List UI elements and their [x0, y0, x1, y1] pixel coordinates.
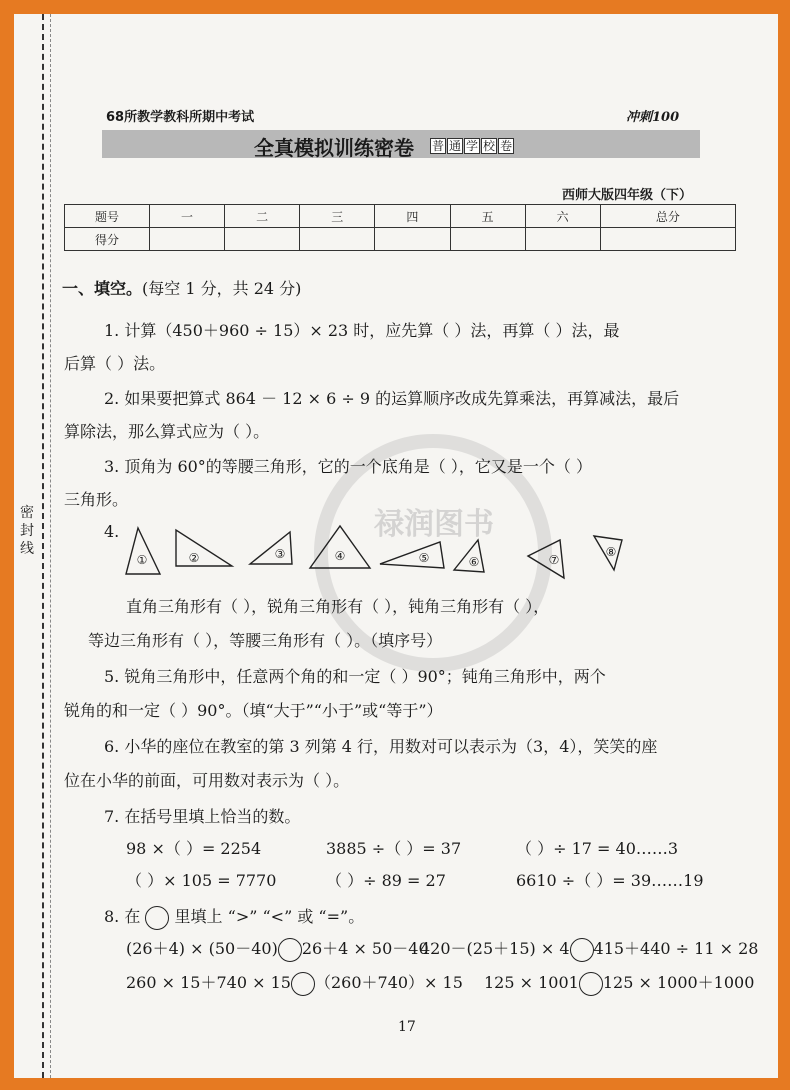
question-5-line-2: 锐角的和一定（ ）90°。（填“大于”“小于”或“等于”） — [64, 701, 443, 720]
question-4-line-1: 直角三角形有（ ），锐角三角形有（ ），钝角三角形有（ ）， — [126, 597, 550, 616]
table-cell: 题号 — [65, 205, 150, 228]
triangle-label: ⑦ — [548, 553, 560, 567]
compare-right: （260＋740）× 15 — [314, 973, 463, 992]
edition-label: 西师大版四年级（下） — [562, 188, 693, 203]
score-input[interactable] — [150, 228, 225, 251]
triangle-label: ⑤ — [418, 551, 430, 565]
score-table — [64, 204, 736, 251]
triangle-3 — [250, 532, 292, 564]
compare-left: 420－(25＋15) × 4 — [420, 939, 570, 958]
series-label: 冲刺100 — [626, 110, 680, 125]
compare-right: 26＋4 × 50－40 — [301, 939, 429, 958]
score-input[interactable] — [525, 228, 600, 251]
question-8-text: 里填上 “>” “<” 或 “=”。 — [174, 907, 365, 926]
triangle-label: ⑥ — [468, 555, 480, 569]
score-input[interactable] — [225, 228, 300, 251]
score-input[interactable] — [600, 228, 735, 251]
question-8-title — [104, 904, 364, 930]
table-cell: 一 — [150, 205, 225, 228]
question-1-line-2: 后算（ ）法。 — [64, 354, 166, 373]
compare-left: (26＋4) × (50－40) — [126, 939, 278, 958]
question-3-line-2: 三角形。 — [64, 490, 129, 509]
question-7-title: 7. 在括号里填上恰当的数。 — [104, 807, 301, 826]
page-number: 17 — [398, 1019, 416, 1035]
question-7-item: 6610 ÷（ ）= 39……19 — [516, 871, 704, 890]
seal-line — [42, 14, 44, 1078]
question-2-line-2: 算除法，那么算式应为（ ）。 — [64, 422, 270, 441]
table-cell: 总分 — [600, 205, 735, 228]
question-3-line-1: 3. 顶角为 60°的等腰三角形，它的一个底角是（ ），它又是一个（ ） — [104, 457, 592, 476]
section-heading — [62, 276, 301, 299]
triangle-label: ④ — [334, 549, 346, 563]
seal-line-label: 密封线 — [16, 504, 38, 558]
exam-source: 68所教学教科所期中考试 — [106, 110, 255, 125]
exam-page — [14, 14, 778, 1078]
triangle-2 — [176, 530, 232, 566]
section-title: 一、填空。 — [62, 279, 143, 298]
question-1-line-1: 1. 计算（450＋960 ÷ 15）× 23 时，应先算（ ）法，再算（ ）法，最 — [104, 321, 620, 340]
paper-type-char: 卷 — [500, 139, 513, 153]
question-6-line-1: 6. 小华的座位在教室的第 3 列第 4 行，用数对可以表示为（3，4），笑笑的座 — [104, 737, 658, 756]
table-row — [65, 228, 736, 251]
paper-type-char: 通 — [449, 139, 462, 153]
score-input[interactable] — [375, 228, 450, 251]
section-note: (每空 1 分，共 24 分) — [142, 279, 302, 298]
triangle-figures — [114, 520, 734, 582]
question-5-line-1: 5. 锐角三角形中，任意两个角的和一定（ ）90°；钝角三角形中，两个 — [104, 667, 606, 686]
compare-item — [484, 970, 754, 996]
compare-right: 125 × 1000＋1000 — [602, 973, 755, 992]
compare-item — [126, 936, 429, 962]
table-row — [65, 205, 736, 228]
question-2-line-1: 2. 如果要把算式 864 － 12 × 6 ÷ 9 的运算顺序改成先算乘法，再算减法，最后 — [104, 389, 680, 408]
compare-circle[interactable] — [278, 938, 302, 962]
triangle-5 — [380, 542, 444, 568]
compare-right: 415＋440 ÷ 11 × 28 — [593, 939, 759, 958]
compare-item — [126, 970, 463, 996]
table-cell: 二 — [225, 205, 300, 228]
table-cell: 四 — [375, 205, 450, 228]
triangle-1 — [126, 528, 160, 574]
question-4-line-2: 等边三角形有（ ），等腰三角形有（ ）。（填序号） — [88, 631, 443, 650]
score-input[interactable] — [300, 228, 375, 251]
table-cell: 六 — [525, 205, 600, 228]
page-title: 全真模拟训练密卷 — [254, 136, 414, 160]
question-8-text: 8. 在 — [104, 907, 141, 926]
compare-left: 260 × 15＋740 × 15 — [126, 973, 291, 992]
triangle-label: ① — [136, 553, 148, 567]
triangle-label: ⑧ — [605, 545, 617, 559]
seal-line-inner — [50, 14, 51, 1078]
question-7-item: （ ）× 105 = 7770 — [126, 871, 277, 890]
table-cell: 得分 — [65, 228, 150, 251]
compare-circle[interactable] — [291, 972, 315, 996]
table-cell: 五 — [450, 205, 525, 228]
paper-type-char: 学 — [466, 139, 479, 153]
watermark-text: 禄润图书 — [374, 507, 494, 542]
question-7-item: （ ）÷ 89 = 27 — [326, 871, 446, 890]
question-7-item: （ ）÷ 17 = 40……3 — [516, 839, 679, 858]
triangle-label: ③ — [274, 547, 286, 561]
compare-item — [420, 936, 758, 962]
compare-circle[interactable] — [570, 938, 594, 962]
question-7-item: 3885 ÷（ ）= 37 — [326, 839, 462, 858]
triangle-label: ② — [188, 551, 200, 565]
question-6-line-2: 位在小华的前面，可用数对表示为（ ）。 — [64, 771, 350, 790]
question-4-number: 4. — [104, 522, 120, 541]
question-7-item: 98 ×（ ）= 2254 — [126, 839, 262, 858]
paper-type-char: 校 — [483, 139, 496, 153]
score-input[interactable] — [450, 228, 525, 251]
paper-type — [430, 137, 515, 154]
compare-circle[interactable] — [579, 972, 603, 996]
answer-circle-icon — [145, 906, 169, 930]
paper-type-char: 普 — [432, 139, 445, 153]
compare-left: 125 × 1001 — [484, 973, 579, 992]
table-cell: 三 — [300, 205, 375, 228]
